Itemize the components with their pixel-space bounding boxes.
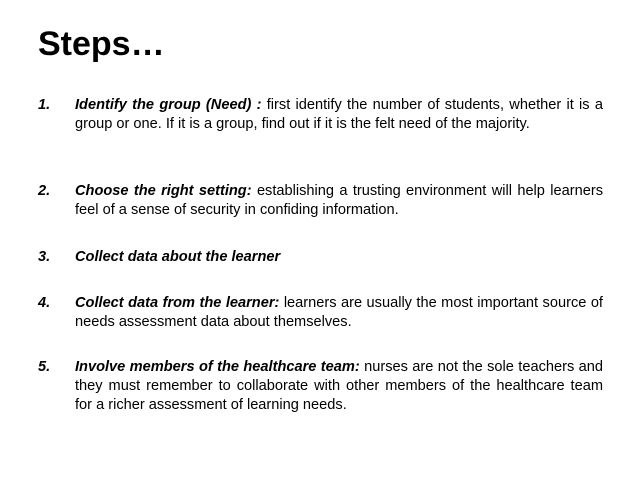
step-number: 2. [38,183,51,199]
step-lead: Collect data from the learner: [75,295,280,311]
step-body: nurses are not the sole teachers and they must remember to collaborate with other members of the healthcare team for a richer assessment of learning needs. [75,359,603,413]
step-item-3 [38,248,603,267]
step-text [75,96,603,134]
step-text [75,248,603,267]
step-body: first identify the number of students, whether it is a group or one. If it is a group, find out if it is the felt need of the majority. [75,97,603,132]
step-item-4 [38,294,603,332]
step-item-2 [38,182,603,220]
step-body: learners are usually the most important source of needs assessment data about themselves. [75,295,603,330]
step-number: 4. [38,295,51,311]
slide-title: Steps… [38,25,165,63]
step-item-1 [38,96,603,134]
step-number: 3. [38,249,51,265]
step-text [75,182,603,220]
step-lead: Collect data about the learner [75,249,281,265]
step-lead: Identify the group (Need) : [75,97,262,113]
step-body: establishing a trusting environment will help learners feel of a sense of security in confiding information. [75,183,603,218]
step-number: 5. [38,359,51,375]
step-text [75,294,603,332]
step-lead: Choose the right setting: [75,183,252,199]
step-text [75,358,603,415]
step-lead: Involve members of the healthcare team: [75,359,360,375]
step-item-5 [38,358,603,415]
step-number: 1. [38,97,51,113]
